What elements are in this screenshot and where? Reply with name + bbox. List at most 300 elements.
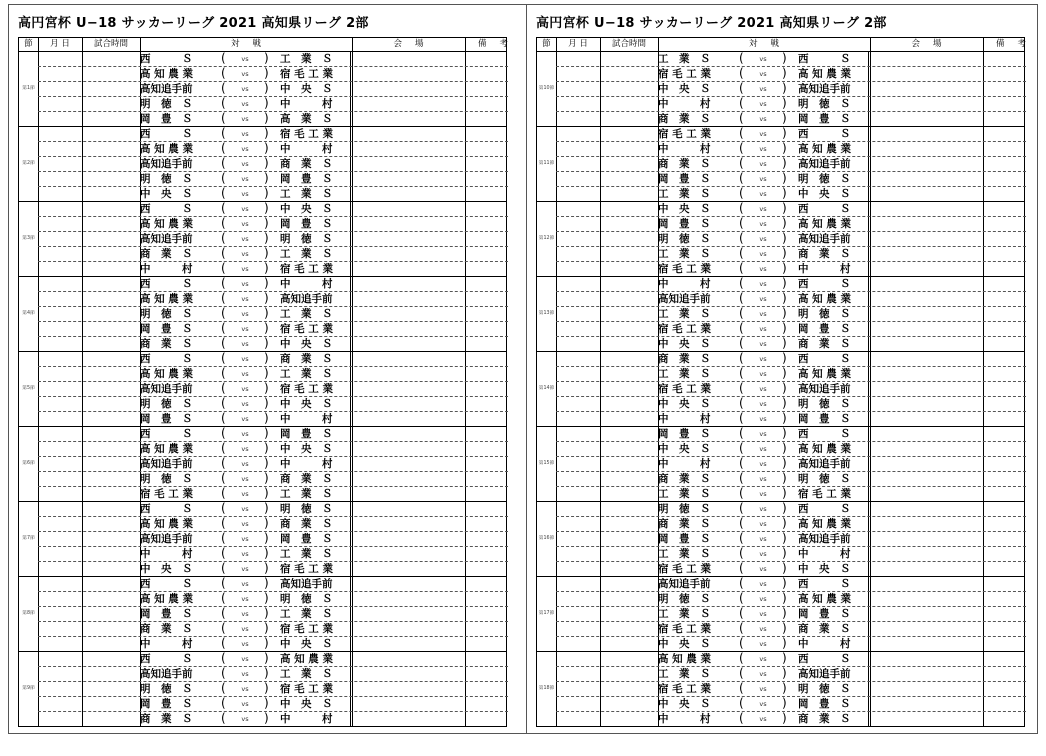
match-row bbox=[556, 277, 1026, 292]
match-row bbox=[556, 52, 1026, 67]
match-row bbox=[38, 277, 508, 292]
vs-label: vs bbox=[759, 625, 767, 633]
vs-label: vs bbox=[759, 520, 767, 528]
vs-label: vs bbox=[241, 340, 249, 348]
match-border-right bbox=[868, 202, 869, 216]
round-label: 第8節 bbox=[22, 611, 35, 616]
match-row bbox=[556, 157, 1026, 172]
away-team: 高 知 農 業 bbox=[798, 443, 851, 455]
round-group bbox=[537, 52, 1024, 127]
away-team: 商 業 Ｓ bbox=[798, 623, 851, 635]
match-row bbox=[556, 442, 1026, 457]
match-row bbox=[38, 202, 508, 217]
round-group bbox=[537, 277, 1024, 352]
close-paren: ) bbox=[782, 456, 787, 470]
close-paren: ) bbox=[264, 201, 269, 215]
close-paren: ) bbox=[782, 306, 787, 320]
versus-cell bbox=[210, 307, 280, 321]
versus-cell bbox=[728, 457, 798, 471]
away-team: 中 央 Ｓ bbox=[798, 563, 851, 575]
match-row bbox=[556, 427, 1026, 442]
vs-label: vs bbox=[241, 385, 249, 393]
match-border-right bbox=[350, 247, 351, 261]
away-team: 高知追手前 bbox=[798, 383, 851, 395]
away-team: 西 Ｓ bbox=[798, 203, 851, 215]
versus-cell bbox=[210, 427, 280, 441]
away-team: 岡 豊 Ｓ bbox=[798, 413, 851, 425]
match-row bbox=[38, 712, 508, 727]
match-border-right bbox=[350, 202, 351, 216]
versus-cell bbox=[728, 112, 798, 126]
match-border-right bbox=[350, 382, 351, 396]
match-border-right bbox=[350, 82, 351, 96]
away-team: 明 徳 Ｓ bbox=[798, 173, 851, 185]
open-paren: ( bbox=[739, 81, 744, 95]
header-notes: 備考 bbox=[478, 39, 522, 49]
home-team: 高知追手前 bbox=[658, 578, 711, 590]
versus-cell bbox=[728, 607, 798, 621]
close-paren: ) bbox=[782, 291, 787, 305]
home-team: 宿 毛 工 業 bbox=[658, 563, 711, 575]
away-team: 工 業 Ｓ bbox=[280, 188, 333, 200]
close-paren: ) bbox=[264, 516, 269, 530]
close-paren: ) bbox=[264, 216, 269, 230]
close-paren: ) bbox=[264, 336, 269, 350]
versus-cell bbox=[728, 517, 798, 531]
match-border-right bbox=[350, 517, 351, 531]
open-paren: ( bbox=[739, 681, 744, 695]
versus-cell bbox=[728, 322, 798, 336]
home-team: 中 央 Ｓ bbox=[658, 443, 711, 455]
close-paren: ) bbox=[264, 531, 269, 545]
open-paren: ( bbox=[221, 426, 226, 440]
vs-label: vs bbox=[759, 235, 767, 243]
close-paren: ) bbox=[782, 621, 787, 635]
match-row bbox=[38, 352, 508, 367]
home-team: 岡 豊 Ｓ bbox=[658, 533, 711, 545]
match-row bbox=[38, 517, 508, 532]
open-paren: ( bbox=[221, 456, 226, 470]
match-row bbox=[556, 202, 1026, 217]
close-paren: ) bbox=[264, 666, 269, 680]
vs-label: vs bbox=[241, 430, 249, 438]
versus-cell bbox=[728, 577, 798, 591]
vs-label: vs bbox=[759, 565, 767, 573]
match-row bbox=[38, 367, 508, 382]
versus-cell bbox=[728, 52, 798, 66]
match-row bbox=[38, 547, 508, 562]
match-border-right bbox=[350, 67, 351, 81]
open-paren: ( bbox=[739, 531, 744, 545]
match-row bbox=[556, 667, 1026, 682]
away-team: 商 業 Ｓ bbox=[798, 338, 851, 350]
versus-cell bbox=[210, 412, 280, 426]
round-group bbox=[537, 577, 1024, 652]
round-group bbox=[19, 427, 506, 502]
open-paren: ( bbox=[221, 231, 226, 245]
match-border-right bbox=[350, 472, 351, 486]
match-row bbox=[38, 427, 508, 442]
versus-cell bbox=[728, 502, 798, 516]
match-border-right bbox=[868, 682, 869, 696]
home-team: 岡 豊 Ｓ bbox=[140, 323, 193, 335]
vs-label: vs bbox=[241, 595, 249, 603]
versus-cell bbox=[210, 547, 280, 561]
vs-label: vs bbox=[241, 640, 249, 648]
match-border-right bbox=[868, 502, 869, 516]
versus-cell bbox=[210, 367, 280, 381]
match-row bbox=[556, 397, 1026, 412]
match-border-right bbox=[868, 397, 869, 411]
away-team: 西 Ｓ bbox=[798, 53, 851, 65]
match-row bbox=[38, 592, 508, 607]
match-border-right bbox=[868, 622, 869, 636]
away-team: 中 村 bbox=[280, 98, 333, 110]
match-row bbox=[38, 457, 508, 472]
versus-cell bbox=[210, 97, 280, 111]
close-paren: ) bbox=[782, 231, 787, 245]
away-team: 工 業 Ｓ bbox=[280, 368, 333, 380]
round-label: 第10節 bbox=[538, 86, 555, 91]
away-team: 工 業 Ｓ bbox=[280, 488, 333, 500]
match-row bbox=[556, 502, 1026, 517]
away-team: 商 業 Ｓ bbox=[798, 713, 851, 725]
open-paren: ( bbox=[739, 516, 744, 530]
home-team: 中 央 Ｓ bbox=[140, 188, 193, 200]
match-row bbox=[38, 637, 508, 652]
away-team: 高知追手前 bbox=[798, 533, 851, 545]
away-team: 岡 豊 Ｓ bbox=[280, 218, 333, 230]
vs-label: vs bbox=[241, 415, 249, 423]
home-team: 工 業 Ｓ bbox=[658, 308, 711, 320]
vs-label: vs bbox=[759, 325, 767, 333]
close-paren: ) bbox=[782, 81, 787, 95]
versus-cell bbox=[210, 667, 280, 681]
match-row bbox=[38, 337, 508, 352]
match-border-right bbox=[868, 697, 869, 711]
match-border-right bbox=[868, 532, 869, 546]
close-paren: ) bbox=[264, 366, 269, 380]
close-paren: ) bbox=[782, 96, 787, 110]
match-row bbox=[556, 262, 1026, 277]
match-row bbox=[38, 52, 508, 67]
away-team: 西 Ｓ bbox=[798, 353, 851, 365]
match-border-right bbox=[350, 172, 351, 186]
open-paren: ( bbox=[739, 456, 744, 470]
versus-cell bbox=[210, 112, 280, 126]
match-border-right bbox=[350, 187, 351, 202]
home-team: 宿 毛 工 業 bbox=[658, 263, 711, 275]
match-border-right bbox=[350, 52, 351, 66]
vs-label: vs bbox=[241, 85, 249, 93]
home-team: 商 業 Ｓ bbox=[658, 518, 711, 530]
away-team: 高知追手前 bbox=[798, 158, 851, 170]
match-border-right bbox=[350, 142, 351, 156]
home-team: 西 Ｓ bbox=[140, 353, 193, 365]
open-paren: ( bbox=[221, 141, 226, 155]
versus-cell bbox=[728, 307, 798, 321]
match-row bbox=[38, 397, 508, 412]
vs-label: vs bbox=[241, 355, 249, 363]
close-paren: ) bbox=[264, 471, 269, 485]
close-paren: ) bbox=[264, 351, 269, 365]
versus-cell bbox=[210, 337, 280, 351]
versus-cell bbox=[728, 127, 798, 141]
round-group bbox=[19, 352, 506, 427]
vs-label: vs bbox=[241, 520, 249, 528]
versus-cell bbox=[210, 472, 280, 486]
open-paren: ( bbox=[221, 246, 226, 260]
match-border-right bbox=[868, 712, 869, 727]
match-border-right bbox=[350, 622, 351, 636]
home-team: 明 徳 Ｓ bbox=[140, 473, 193, 485]
home-team: 明 徳 Ｓ bbox=[140, 398, 193, 410]
open-paren: ( bbox=[221, 681, 226, 695]
open-paren: ( bbox=[221, 441, 226, 455]
round-label: 第18節 bbox=[538, 686, 555, 691]
match-row bbox=[556, 472, 1026, 487]
schedule-table bbox=[18, 37, 522, 727]
open-paren: ( bbox=[739, 321, 744, 335]
vs-label: vs bbox=[241, 460, 249, 468]
open-paren: ( bbox=[739, 666, 744, 680]
close-paren: ) bbox=[264, 186, 269, 200]
home-team: 高 知 農 業 bbox=[140, 593, 193, 605]
open-paren: ( bbox=[739, 621, 744, 635]
vs-label: vs bbox=[759, 400, 767, 408]
close-paren: ) bbox=[264, 51, 269, 65]
match-row bbox=[556, 532, 1026, 547]
vs-label: vs bbox=[241, 370, 249, 378]
close-paren: ) bbox=[782, 591, 787, 605]
versus-cell bbox=[210, 172, 280, 186]
home-team: 宿 毛 工 業 bbox=[658, 128, 711, 140]
match-border-right bbox=[350, 427, 351, 441]
away-team: 明 徳 Ｓ bbox=[280, 233, 333, 245]
schedule-page bbox=[8, 4, 1038, 734]
open-paren: ( bbox=[739, 411, 744, 425]
away-team: 高知追手前 bbox=[798, 668, 851, 680]
versus-cell bbox=[728, 637, 798, 651]
match-border-right bbox=[350, 592, 351, 606]
open-paren: ( bbox=[221, 411, 226, 425]
vs-label: vs bbox=[759, 190, 767, 198]
match-border-right bbox=[350, 412, 351, 427]
open-paren: ( bbox=[221, 186, 226, 200]
versus-cell bbox=[728, 397, 798, 411]
match-border-right bbox=[350, 502, 351, 516]
away-team: 商 業 Ｓ bbox=[280, 353, 333, 365]
away-team: 中 央 Ｓ bbox=[280, 638, 333, 650]
away-team: 高知追手前 bbox=[280, 293, 333, 305]
match-border-right bbox=[868, 607, 869, 621]
home-team: 高知追手前 bbox=[140, 668, 193, 680]
match-row bbox=[556, 112, 1026, 127]
vs-label: vs bbox=[241, 160, 249, 168]
open-paren: ( bbox=[221, 381, 226, 395]
match-border-right bbox=[350, 337, 351, 352]
close-paren: ) bbox=[264, 501, 269, 515]
close-paren: ) bbox=[264, 561, 269, 575]
away-team: 宿 毛 工 業 bbox=[280, 323, 333, 335]
match-border-right bbox=[868, 562, 869, 577]
versus-cell bbox=[210, 517, 280, 531]
round-label: 第4節 bbox=[22, 311, 35, 316]
match-border-right bbox=[868, 247, 869, 261]
open-paren: ( bbox=[739, 426, 744, 440]
match-border-right bbox=[868, 142, 869, 156]
open-paren: ( bbox=[739, 276, 744, 290]
away-team: 商 業 Ｓ bbox=[280, 158, 333, 170]
vs-label: vs bbox=[241, 625, 249, 633]
close-paren: ) bbox=[782, 171, 787, 185]
versus-cell bbox=[210, 442, 280, 456]
match-border-right bbox=[350, 112, 351, 127]
close-paren: ) bbox=[782, 486, 787, 500]
away-team: 高 知 農 業 bbox=[798, 518, 851, 530]
close-paren: ) bbox=[782, 606, 787, 620]
home-team: 高 知 農 業 bbox=[140, 368, 193, 380]
vs-label: vs bbox=[241, 550, 249, 558]
match-border-right bbox=[868, 367, 869, 381]
home-team: 中 央 Ｓ bbox=[658, 698, 711, 710]
round-group bbox=[19, 52, 506, 127]
away-team: 中 央 Ｓ bbox=[280, 338, 333, 350]
vs-label: vs bbox=[759, 145, 767, 153]
vs-label: vs bbox=[241, 565, 249, 573]
round-label: 第12節 bbox=[538, 236, 555, 241]
home-team: 工 業 Ｓ bbox=[658, 188, 711, 200]
versus-cell bbox=[728, 697, 798, 711]
open-paren: ( bbox=[221, 591, 226, 605]
versus-cell bbox=[728, 412, 798, 426]
home-team: 商 業 Ｓ bbox=[658, 353, 711, 365]
home-team: 高知追手前 bbox=[140, 383, 193, 395]
match-border-right bbox=[350, 262, 351, 277]
close-paren: ) bbox=[264, 96, 269, 110]
versus-cell bbox=[728, 97, 798, 111]
match-row bbox=[556, 697, 1026, 712]
versus-cell bbox=[728, 142, 798, 156]
versus-cell bbox=[210, 607, 280, 621]
match-border-right bbox=[868, 217, 869, 231]
match-border-right bbox=[868, 352, 869, 366]
versus-cell bbox=[210, 202, 280, 216]
away-team: 岡 豊 Ｓ bbox=[798, 608, 851, 620]
away-team: 中 央 Ｓ bbox=[280, 443, 333, 455]
open-paren: ( bbox=[221, 111, 226, 125]
match-border-right bbox=[350, 307, 351, 321]
round-group bbox=[537, 502, 1024, 577]
home-team: 工 業 Ｓ bbox=[658, 488, 711, 500]
away-team: 高 知 農 業 bbox=[798, 593, 851, 605]
home-team: 商 業 Ｓ bbox=[140, 623, 193, 635]
close-paren: ) bbox=[264, 696, 269, 710]
away-team: 高 知 農 業 bbox=[798, 68, 851, 80]
away-team: 工 業 Ｓ bbox=[280, 248, 333, 260]
away-team: 中 村 bbox=[798, 638, 851, 650]
open-paren: ( bbox=[739, 396, 744, 410]
round-group bbox=[19, 127, 506, 202]
home-team: 西 Ｓ bbox=[140, 653, 193, 665]
open-paren: ( bbox=[739, 336, 744, 350]
away-team: 岡 豊 Ｓ bbox=[280, 173, 333, 185]
close-paren: ) bbox=[782, 66, 787, 80]
home-team: 明 徳 Ｓ bbox=[658, 593, 711, 605]
vs-label: vs bbox=[241, 700, 249, 708]
round-label: 第14節 bbox=[538, 386, 555, 391]
away-team: 中 村 bbox=[798, 263, 851, 275]
vs-label: vs bbox=[241, 295, 249, 303]
vs-label: vs bbox=[241, 685, 249, 693]
away-team: 高 知 農 業 bbox=[798, 143, 851, 155]
home-team: 宿 毛 工 業 bbox=[658, 683, 711, 695]
close-paren: ) bbox=[782, 681, 787, 695]
close-paren: ) bbox=[782, 276, 787, 290]
match-row bbox=[38, 127, 508, 142]
open-paren: ( bbox=[221, 606, 226, 620]
open-paren: ( bbox=[221, 546, 226, 560]
open-paren: ( bbox=[739, 606, 744, 620]
match-row bbox=[38, 502, 508, 517]
away-team: 宿 毛 工 業 bbox=[280, 128, 333, 140]
match-border-right bbox=[868, 457, 869, 471]
open-paren: ( bbox=[221, 366, 226, 380]
vs-label: vs bbox=[759, 640, 767, 648]
match-row bbox=[556, 127, 1026, 142]
versus-cell bbox=[728, 82, 798, 96]
match-row bbox=[556, 487, 1026, 502]
vs-label: vs bbox=[759, 655, 767, 663]
versus-cell bbox=[210, 577, 280, 591]
home-team: 西 Ｓ bbox=[140, 128, 193, 140]
open-paren: ( bbox=[739, 696, 744, 710]
away-team: 岡 豊 Ｓ bbox=[280, 533, 333, 545]
vs-label: vs bbox=[241, 250, 249, 258]
away-team: 中 村 bbox=[280, 413, 333, 425]
home-team: 明 徳 Ｓ bbox=[140, 173, 193, 185]
match-row bbox=[38, 667, 508, 682]
versus-cell bbox=[728, 442, 798, 456]
open-paren: ( bbox=[221, 621, 226, 635]
page-title: 高円宮杯 U−18 サッカーリーグ 2021 高知県リーグ 2部 bbox=[536, 16, 887, 31]
away-team: 宿 毛 工 業 bbox=[280, 563, 333, 575]
open-paren: ( bbox=[221, 96, 226, 110]
match-border-right bbox=[868, 232, 869, 246]
away-team: 明 徳 Ｓ bbox=[798, 398, 851, 410]
match-border-right bbox=[868, 517, 869, 531]
away-team: 商 業 Ｓ bbox=[280, 518, 333, 530]
match-row bbox=[38, 67, 508, 82]
round-label: 第7節 bbox=[22, 536, 35, 541]
away-team: 西 Ｓ bbox=[798, 278, 851, 290]
away-team: 西 Ｓ bbox=[798, 578, 851, 590]
match-row bbox=[556, 352, 1026, 367]
header-round: 節 bbox=[542, 39, 551, 49]
away-team: 明 徳 Ｓ bbox=[798, 473, 851, 485]
match-row bbox=[38, 652, 508, 667]
match-row bbox=[556, 232, 1026, 247]
match-row bbox=[38, 97, 508, 112]
match-border-right bbox=[868, 547, 869, 561]
round-group bbox=[19, 652, 506, 727]
versus-cell bbox=[728, 652, 798, 666]
home-team: 工 業 Ｓ bbox=[658, 668, 711, 680]
home-team: 西 Ｓ bbox=[140, 578, 193, 590]
vs-label: vs bbox=[759, 460, 767, 468]
vs-label: vs bbox=[241, 55, 249, 63]
round-label: 第6節 bbox=[22, 461, 35, 466]
